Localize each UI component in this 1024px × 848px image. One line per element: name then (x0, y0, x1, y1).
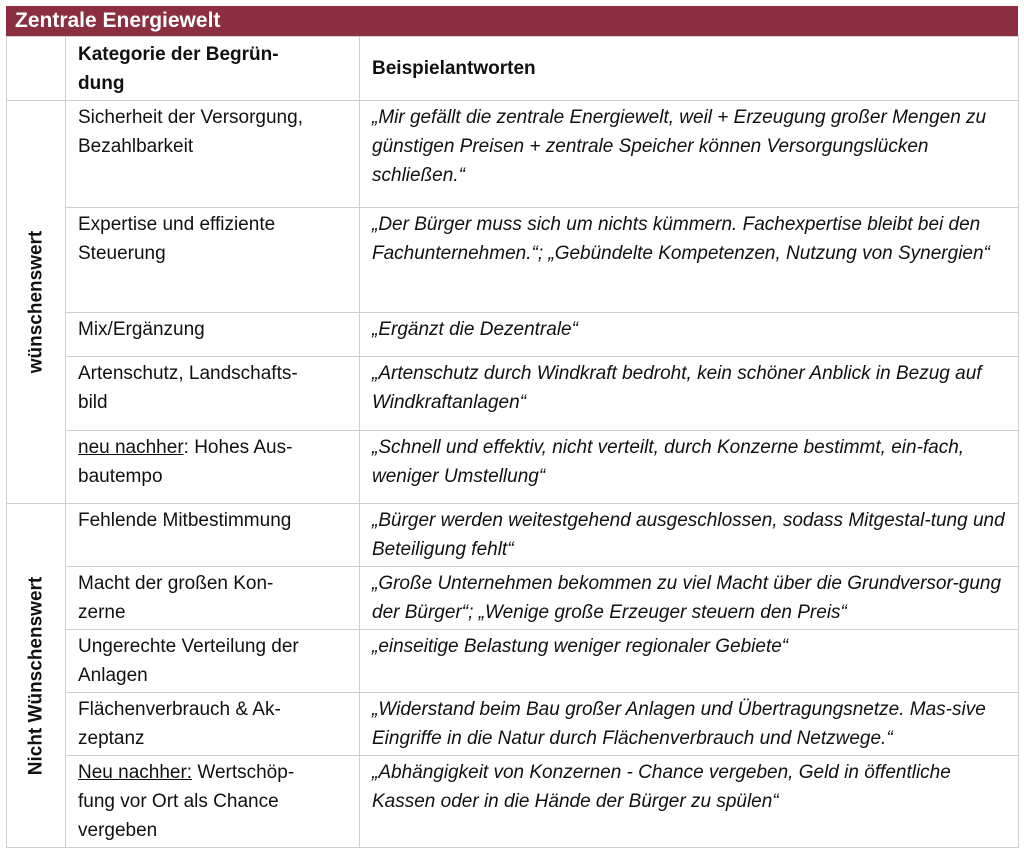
example-cell: „Bürger werden weitestgehend ausgeschlossen, sodass Mitgestal-tung und Beteiligung fehlt“ (360, 504, 1019, 567)
example-cell: „einseitige Belastung weniger regionaler Gebiete“ (360, 630, 1019, 693)
header-category: Kategorie der Begrün- dung (66, 37, 360, 101)
category-cell: Macht der großen Kon- zerne (66, 567, 360, 630)
category-cell: Artenschutz, Landschafts- bild (66, 357, 360, 430)
reasons-table (6, 36, 1019, 848)
table-row (7, 101, 1019, 208)
category-cell: Mix/Ergänzung (66, 312, 360, 356)
table-row (7, 430, 1019, 503)
group-label: Nicht Wünschenswert (25, 576, 47, 775)
category-cell: Sicherheit der Versorgung, Bezahlbarkeit (66, 101, 360, 208)
group-label-cell (7, 504, 66, 848)
table-row (7, 567, 1019, 630)
table-row (7, 312, 1019, 356)
example-cell: „Artenschutz durch Windkraft bedroht, kein schöner Anblick in Bezug auf Windkraftanlagen“ (360, 357, 1019, 430)
header-examples: Beispielantworten (360, 37, 1019, 101)
example-cell: „Große Unternehmen bekommen zu viel Macht über die Grundversor-gung der Bürger“; „Wenige große Erzeuger steuern den Preis“ (360, 567, 1019, 630)
group-label-cell (7, 101, 66, 504)
table-row (7, 357, 1019, 430)
category-cell: Flächenverbrauch & Ak- zeptanz (66, 693, 360, 756)
header-row (7, 37, 1019, 101)
header-blank (7, 37, 66, 101)
example-cell: „Widerstand beim Bau großer Anlagen und Übertragungsnetze. Mas-sive Eingriffe in die Natur durch Flächenverbrauch und Netzwege.“ (360, 693, 1019, 756)
new-after-marker: neu nachher (78, 436, 184, 458)
category-cell: neu nachher: Hohes Aus- bautempo (66, 430, 360, 503)
category-cell: Neu nachher: Wertschöp- fung vor Ort als Chance vergeben (66, 756, 360, 848)
example-cell: „Der Bürger muss sich um nichts kümmern. Fachexpertise bleibt bei den Fachunternehmen.“; „Gebündelte Kompetenzen, Nutzung von Synergien“ (360, 208, 1019, 313)
table-row (7, 208, 1019, 313)
category-cell: Ungerechte Verteilung der Anlagen (66, 630, 360, 693)
example-cell: „Abhängigkeit von Konzernen - Chance vergeben, Geld in öffentliche Kassen oder in die Hände der Bürger zu spülen“ (360, 756, 1019, 848)
group-label: wünschenswert (25, 230, 47, 374)
table-row (7, 504, 1019, 567)
example-cell: „Mir gefällt die zentrale Energiewelt, weil + Erzeugung großer Mengen zu günstigen Preisen + zentrale Speicher können Versorgungslücken schließen.“ (360, 101, 1019, 208)
category-cell: Expertise und effiziente Steuerung (66, 208, 360, 313)
example-cell: „Ergänzt die Dezentrale“ (360, 312, 1019, 356)
table-row (7, 693, 1019, 756)
table-row (7, 630, 1019, 693)
new-after-marker: Neu nachher: (78, 762, 193, 783)
table-row (7, 756, 1019, 848)
category-cell: Fehlende Mitbestimmung (66, 504, 360, 567)
example-cell: „Schnell und effektiv, nicht verteilt, durch Konzerne bestimmt, ein-fach, weniger Umstellung“ (360, 430, 1019, 503)
table-title: Zentrale Energiewelt (6, 6, 1018, 36)
